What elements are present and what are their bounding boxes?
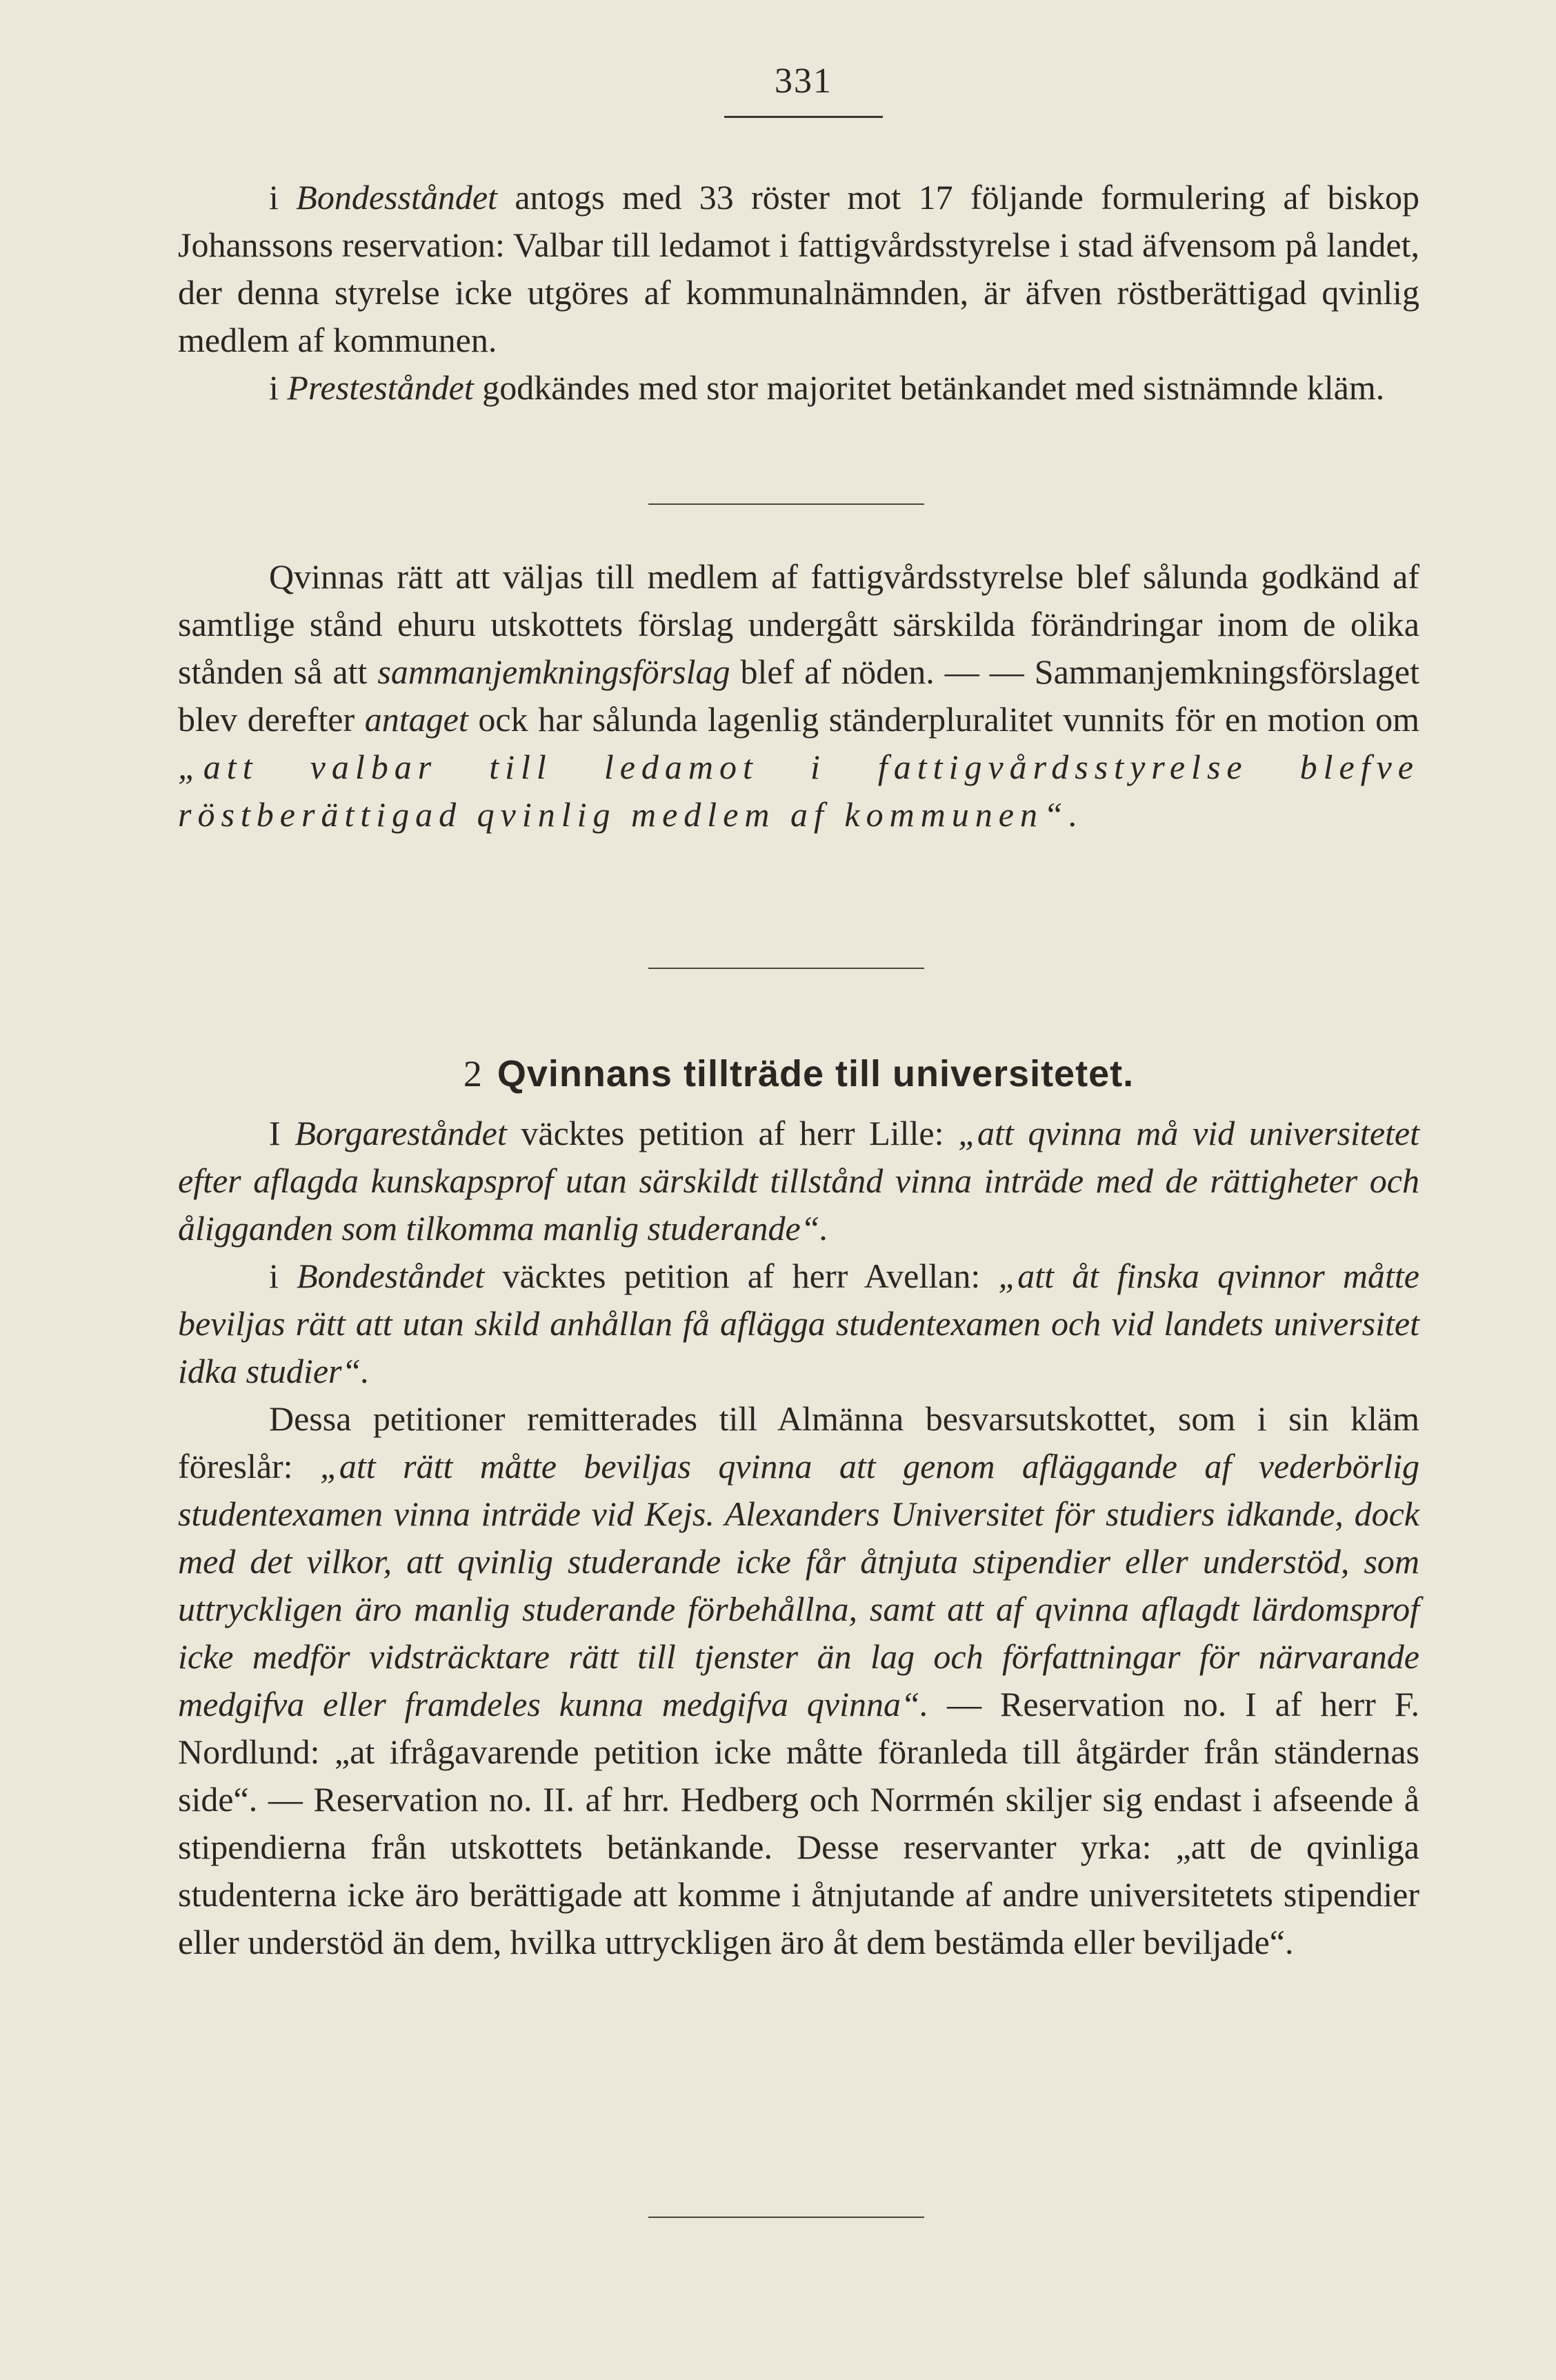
- section-title: Qvinnans tillträde till universitetet.: [497, 1053, 1135, 1094]
- paragraph-borgarestandet: I Borgareståndet väcktes petition af herr Lille: „att qvinna må vid universitetet efter aflagda kunskapsprof utan särskildt tillstånd vinna inträde med de rättigheter och åligganden som tilkomma manlig studerande“.: [178, 1114, 1419, 1248]
- estate-name: Presteståndet: [287, 368, 474, 407]
- paragraph-bondestandet-petition: i Bondeståndet väcktes petition af herr Avellan: „att åt finska qvinnor måtte beviljas rätt att utan skild anhållan få aflägga studentexamen och vid landets universitet idka studier“.: [178, 1257, 1419, 1390]
- page-number-rule: [724, 116, 883, 118]
- paragraph-qvinnas-ratt: Qvinnas rätt att väljas till medlem af fattigvårdsstyrelse blef sålunda godkänd af samtlige stånd ehuru utskottets förslag undergått särskilda förändringar inom de olika stånden så att sammanjemkningsförslag blef af nöden. — — Sammanjemkningsförslaget blev derefter antaget ock har sålunda lagenlig ständerpluralitet vunnits för en motion om „att valbar till ledamot i fattigvårdsstyrelse blefve röstberättigad qvinlig medlem af kommunen“.: [178, 557, 1419, 834]
- paragraph-prestestandet: i Presteståndet godkändes med stor majoritet betänkandet med sistnämnde kläm.: [269, 368, 1385, 407]
- paragraph-bondestandet-vote: i Bondesståndet antogs med 33 röster mot 17 följande formulering af biskop Johanssons reservation: Valbar till ledamot i fattigvårdsstyrelse i stad äfvensom på landet, der denna styrelse icke utgöres af kommunalnämnden, är äfven röstberättigad qvinlig medlem af kommunen.: [178, 178, 1419, 359]
- section-number: 2: [463, 1053, 482, 1094]
- section-heading: [178, 1050, 1419, 1098]
- section-2-text: [178, 1110, 1419, 1966]
- petition-quote: „att åt finska qvinnor måtte beviljas rätt att utan skild anhållan få aflägga studentexamen och vid landets universitet idka studier“.: [178, 1257, 1419, 1390]
- section-1-text: [178, 174, 1419, 412]
- committee-proposal-quote: „att rätt måtte beviljas qvinna att genom afläggande af vederbörlig studentexamen vinna inträde vid Kejs. Alexanders Universitet för studiers idkande, dock med det vilkor, att qvinlig studerande icke får åtnjuta stipendier eller understöd, som uttryckligen äro manlig studerande förbehållna, samt att af qvinna aflagdt lärdomsprof icke medför vidsträcktare rätt till tjenster än lag och författningar för närvarande medgifva eller framdeles kunna medgifva qvinna“.: [178, 1447, 1419, 1723]
- motion-quote: „att valbar till ledamot i fattigvårdsstyrelse blefve röstberättigad qvinlig medlem af kommunen“.: [178, 748, 1419, 834]
- section-1-summary: [178, 553, 1419, 839]
- paragraph-besvarsutskottet: Dessa petitioner remitterades till Almänna besvarsutskottet, som i sin kläm föreslår: „att rätt måtte beviljas qvinna att genom afläggande af vederbörlig studentexamen vinna inträde vid Kejs. Alexanders Universitet för studiers idkande, dock med det vilkor, att qvinlig studerande icke får åtnjuta stipendier eller understöd, som uttryckligen äro manlig studerande förbehållna, samt att af qvinna aflagdt lärdomsprof icke medför vidsträcktare rätt till tjenster än lag och författningar för närvarande medgifva eller framdeles kunna medgifva qvinna“. — Reservation no. I af herr F. Nordlund: „at ifrågavarende petition icke måtte föranleda till åtgärder från ständernas side“. — Reservation no. II. af hrr. Hedberg och Norrmén skiljer sig endast i afseende å stipendierna från utskottets betänkande. Desse reservanter yrka: „att de qvinliga studenterna icke äro berättigade att komme i åtnjutande af andre universitetets stipendier eller understöd än dem, hvilka uttryckligen äro åt dem bestämda eller beviljade“.: [178, 1399, 1420, 1961]
- divider-short: [648, 503, 924, 505]
- divider-end: [648, 2217, 924, 2218]
- divider-section: [648, 968, 924, 969]
- petition-quote: „att qvinna må vid universitetet efter aflagda kunskapsprof utan särskildt tillstånd vinna inträde med de rättigheter och åligganden som tilkomma manlig studerande“.: [178, 1114, 1419, 1248]
- page-number: 331: [775, 61, 832, 101]
- estate-name: Bondesståndet: [296, 178, 497, 217]
